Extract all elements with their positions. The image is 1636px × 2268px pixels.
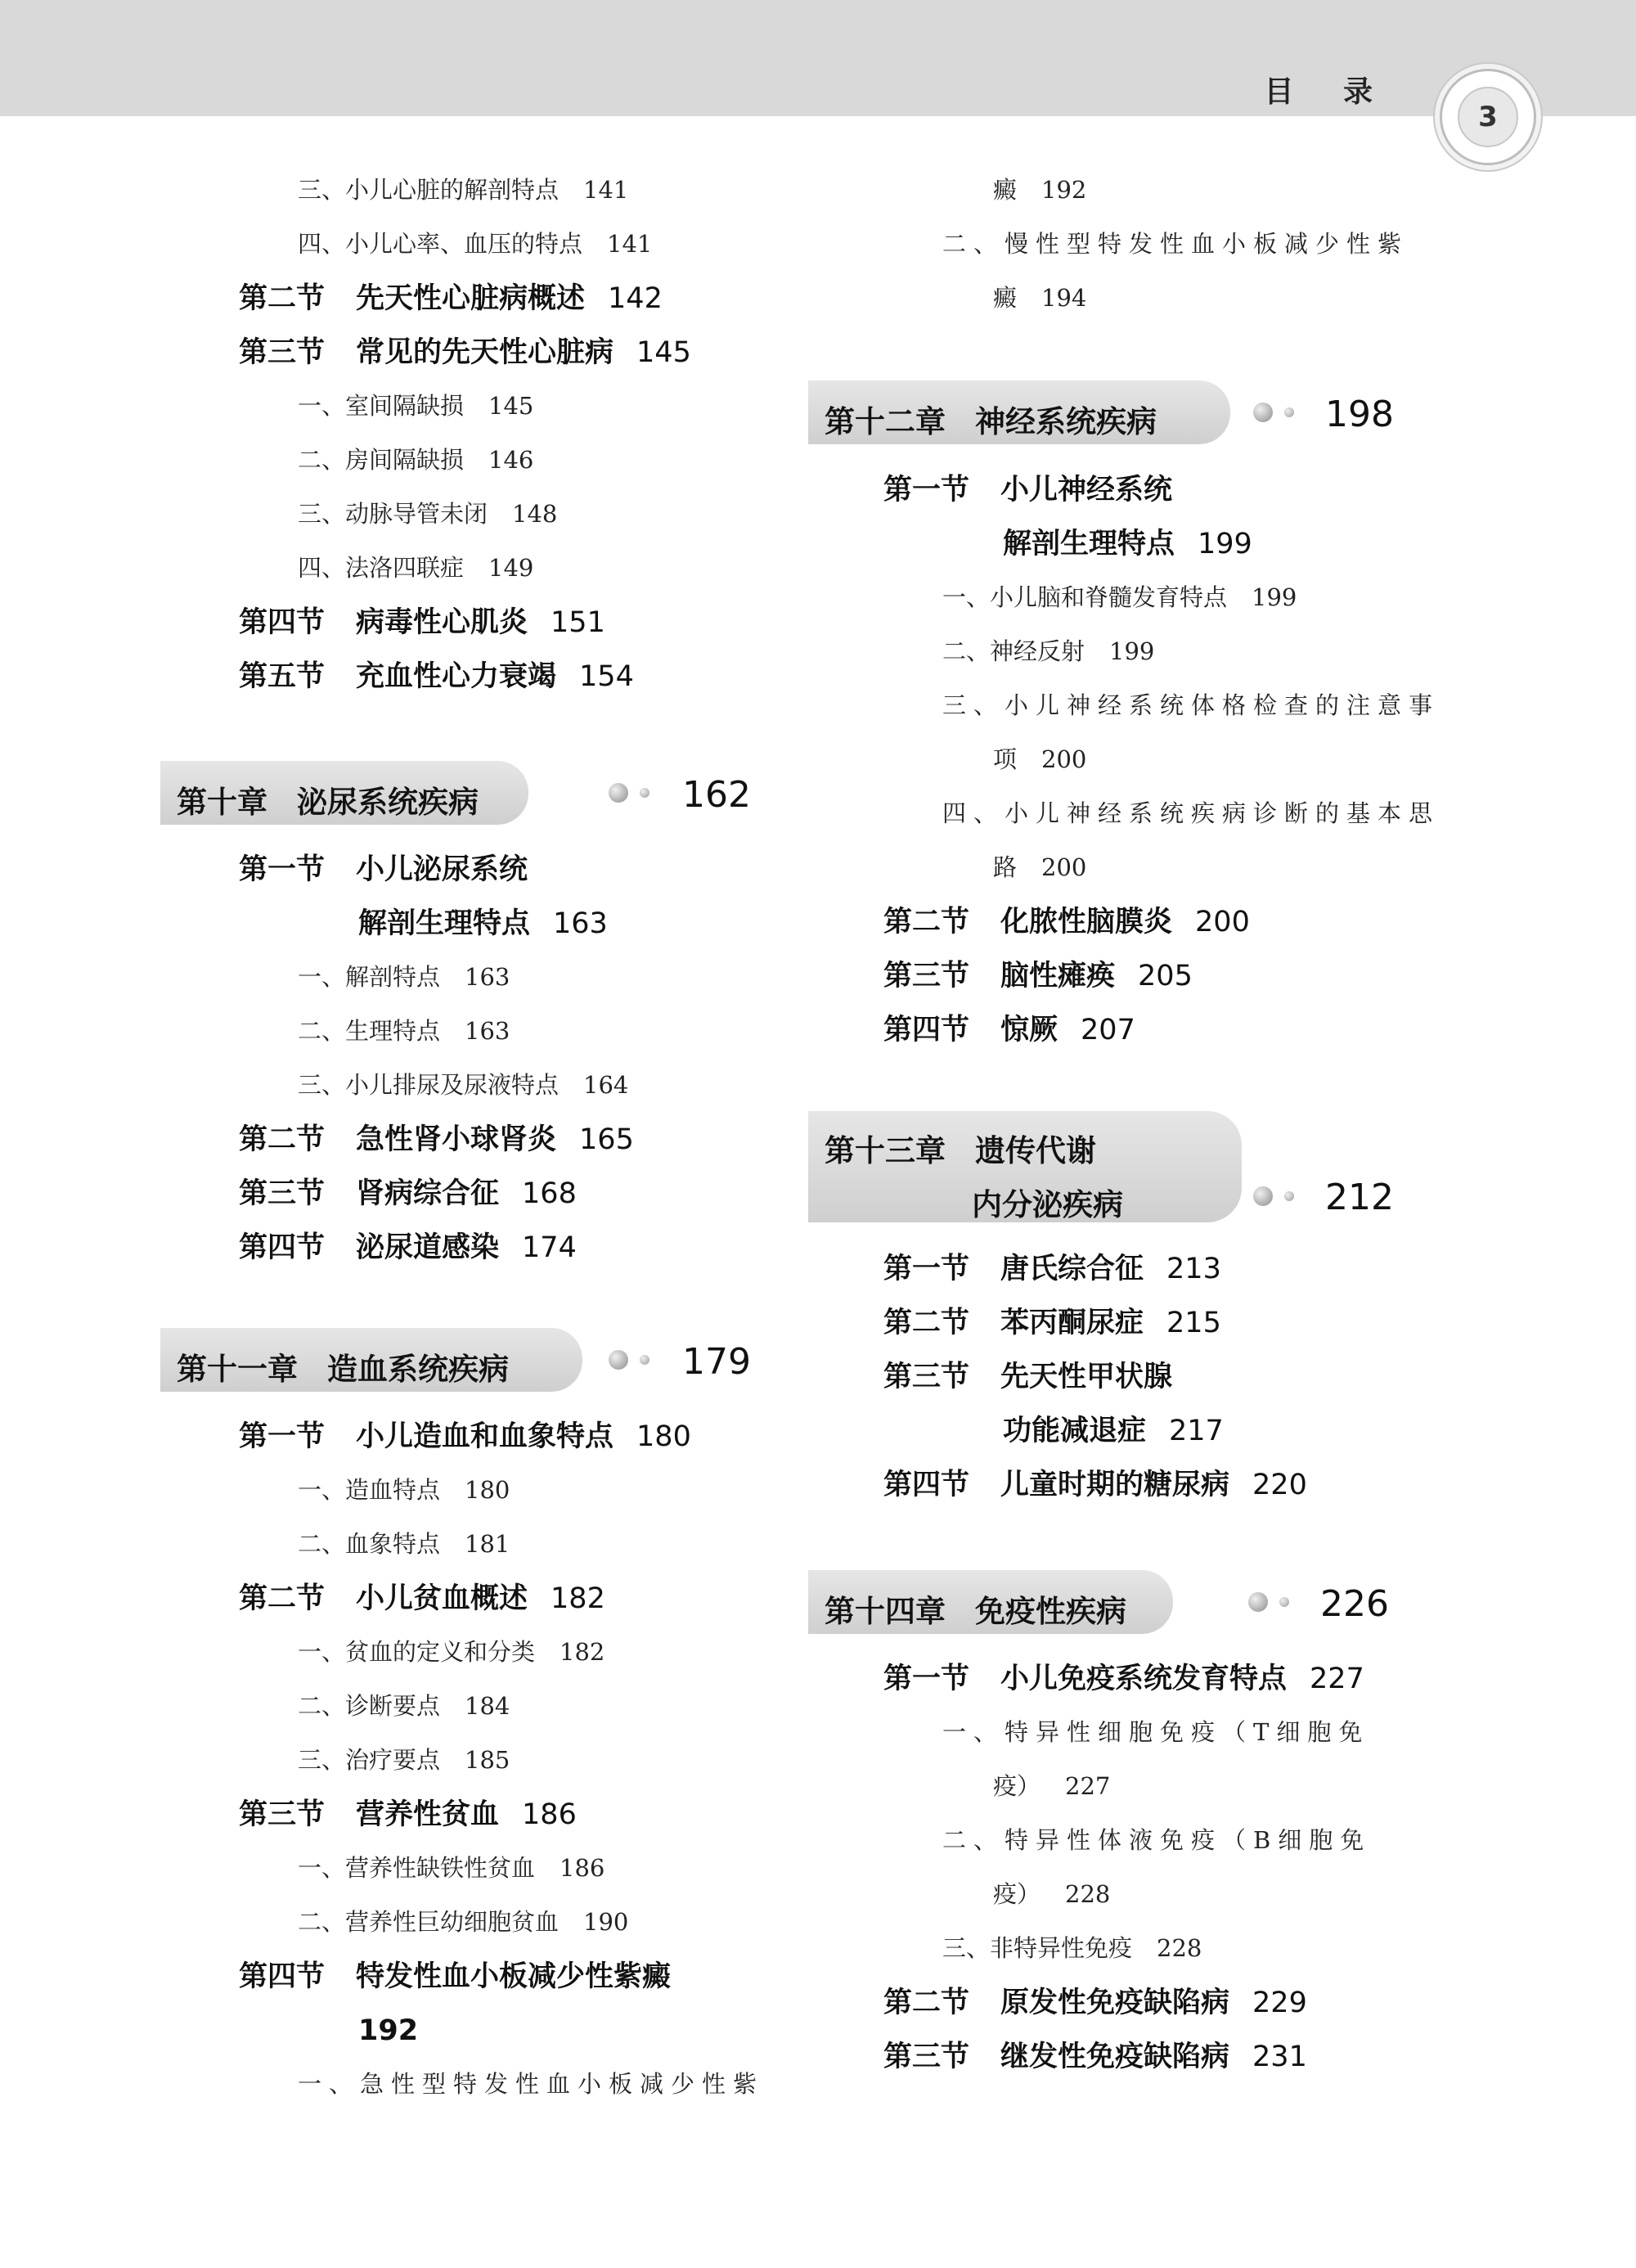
toc-section-entry[interactable] — [239, 1420, 691, 1453]
chapter-number: 第十四章 — [825, 1594, 946, 1629]
chapter-heading-11[interactable] — [160, 1328, 757, 1392]
section-title: 解剖生理特点 — [358, 907, 531, 940]
chapter-title — [825, 397, 1157, 441]
item-title: 项 — [993, 745, 1018, 773]
toc-item-entry[interactable] — [942, 1718, 1370, 1746]
toc-section-entry[interactable] — [239, 1798, 577, 1831]
toc-item-entry[interactable] — [298, 1073, 628, 1097]
item-title: 三、小儿神经系统体格检查的注意事 — [942, 691, 1440, 719]
page-ref: 182 — [551, 1582, 605, 1615]
section-title: 先天性心脏病概述 — [356, 282, 586, 315]
toc-section-continuation[interactable] — [1003, 530, 1252, 559]
chapter-name: 遗传代谢 — [975, 1133, 1096, 1168]
toc-item-entry[interactable] — [298, 1856, 605, 1880]
item-title: 二、神经反射 — [942, 637, 1085, 665]
toc-section-continuation[interactable] — [358, 907, 608, 940]
section-label: 第四节 — [239, 1231, 326, 1264]
page-number-badge — [1440, 69, 1536, 165]
toc-item-entry[interactable] — [942, 583, 1297, 611]
chapter-number: 第十一章 — [177, 1352, 298, 1387]
section-title: 唐氏综合征 — [1000, 1253, 1144, 1285]
toc-item-entry[interactable] — [942, 232, 1409, 256]
page-ref: 154 — [579, 660, 634, 693]
chapter-title — [825, 1586, 1126, 1631]
item-title: 一、营养性缺铁性贫血 — [298, 1854, 536, 1882]
toc-item-entry[interactable] — [942, 799, 1440, 827]
toc-item-continuation[interactable] — [993, 1772, 1111, 1800]
running-header-title: 目 录 — [1264, 75, 1392, 109]
toc-item-entry[interactable] — [298, 394, 533, 418]
section-title: 营养性贫血 — [356, 1798, 500, 1831]
page-ref: 163 — [553, 907, 608, 940]
toc-section-entry[interactable] — [883, 1016, 1135, 1045]
toc-item-continuation[interactable] — [993, 745, 1087, 773]
page-ref: 141 — [607, 230, 653, 258]
item-title: 一、解剖特点 — [298, 963, 441, 991]
section-label: 第四节 — [883, 1469, 970, 1501]
toc-item-entry[interactable] — [298, 1532, 510, 1556]
item-title: 二、营养性巨幼细胞贫血 — [298, 1908, 560, 1936]
chapter-name: 泌尿系统疾病 — [297, 785, 479, 820]
item-title: 癜 — [993, 176, 1018, 204]
item-title: 癜 — [993, 284, 1018, 312]
toc-item-entry[interactable] — [298, 1478, 510, 1502]
toc-section-entry[interactable] — [883, 1363, 1172, 1392]
toc-section-entry[interactable] — [883, 908, 1250, 937]
item-title: 三、小儿排尿及尿液特点 — [298, 1071, 560, 1099]
section-title: 先天性甲状腺 — [1000, 1361, 1173, 1393]
section-label: 第二节 — [239, 1582, 326, 1615]
page-ref: 228 — [1157, 1934, 1202, 1962]
item-title: 二、慢性型特发性血小板减少性紫 — [942, 230, 1409, 258]
item-title: 一、贫血的定义和分类 — [298, 1638, 536, 1666]
section-label: 第四节 — [239, 606, 326, 639]
section-title: 特发性血小板减少性紫癜 — [356, 1960, 672, 1993]
page-ref: 194 — [1041, 284, 1087, 312]
item-title: 三、动脉导管未闭 — [298, 500, 488, 528]
toc-item-entry[interactable] — [942, 1826, 1372, 1854]
page-ref: 146 — [488, 446, 534, 474]
section-title: 苯丙酮尿症 — [1000, 1307, 1144, 1339]
chapter-page: 198 — [1325, 394, 1394, 435]
item-title: 二、生理特点 — [298, 1017, 441, 1045]
page-ref: 186 — [560, 1854, 605, 1882]
bullet-dot-icon — [1248, 1592, 1268, 1612]
item-title: 三、小儿心脏的解剖特点 — [298, 176, 560, 204]
page-ref: 213 — [1166, 1253, 1221, 1285]
toc-item-entry[interactable] — [942, 691, 1440, 719]
toc-section-entry[interactable] — [883, 1989, 1307, 2018]
item-title: 一、造血特点 — [298, 1476, 441, 1504]
page-ref: 151 — [551, 606, 605, 639]
page-ref: 205 — [1138, 960, 1193, 992]
page-ref: 228 — [1065, 1880, 1111, 1908]
toc-section-entry[interactable] — [239, 1582, 605, 1615]
section-label: 第一节 — [239, 853, 326, 886]
chapter-number: 第十章 — [177, 785, 267, 820]
section-title: 肾病综合征 — [356, 1177, 500, 1210]
bullet-dot-small-icon — [640, 788, 649, 798]
section-title: 小儿造血和血象特点 — [356, 1420, 614, 1453]
chapter-title-line2: 内分泌疾病 — [972, 1187, 1123, 1222]
section-title: 解剖生理特点 — [1003, 528, 1175, 560]
section-label: 第五节 — [239, 660, 326, 693]
section-title: 小儿神经系统 — [1000, 474, 1173, 506]
page-ref: 217 — [1169, 1415, 1224, 1447]
section-label: 第一节 — [883, 1253, 970, 1285]
item-title: 二、特异性体液免疫（B细胞免 — [942, 1826, 1372, 1854]
page-ref: 192 — [1041, 176, 1087, 204]
page-ref: 227 — [1065, 1772, 1111, 1800]
chapter-title — [177, 1344, 509, 1388]
toc-section-entry[interactable] — [239, 1177, 577, 1210]
section-title: 小儿贫血概述 — [356, 1582, 528, 1615]
section-title: 原发性免疫缺陷病 — [1000, 1987, 1230, 2019]
page-ref: 164 — [583, 1071, 629, 1099]
chapter-name: 免疫性疾病 — [975, 1594, 1126, 1629]
toc-section-entry[interactable] — [239, 1231, 577, 1264]
page-ref: 199 — [1109, 637, 1155, 665]
section-label: 第一节 — [883, 474, 970, 506]
section-label: 第三节 — [883, 2041, 970, 2073]
section-title: 小儿泌尿系统 — [356, 853, 528, 886]
toc-section-entry[interactable] — [239, 336, 691, 369]
bullet-dot-small-icon — [1284, 1191, 1294, 1201]
item-title: 一、小儿脑和脊髓发育特点 — [942, 583, 1228, 611]
section-title: 充血性心力衰竭 — [356, 660, 557, 693]
page-ref: 181 — [465, 1530, 510, 1558]
section-label: 第三节 — [883, 960, 970, 992]
page-ref: 142 — [608, 282, 663, 315]
page-ref: 180 — [465, 1476, 510, 1504]
toc-section-entry[interactable] — [239, 1123, 634, 1156]
toc-item-entry[interactable] — [298, 232, 652, 256]
section-title: 儿童时期的糖尿病 — [1000, 1469, 1230, 1501]
item-title: 四、法洛四联症 — [298, 554, 465, 582]
page-ref: 184 — [465, 1692, 510, 1720]
item-title: 三、非特异性免疫 — [942, 1934, 1133, 1962]
page-ref: 149 — [488, 554, 534, 582]
bullet-dot-small-icon — [1279, 1597, 1289, 1607]
toc-section-continuation[interactable] — [358, 2014, 419, 2047]
chapter-page: 212 — [1325, 1177, 1394, 1218]
chapter-heading-10[interactable] — [160, 761, 757, 825]
toc-item-entry[interactable] — [298, 448, 533, 472]
toc-item-entry[interactable] — [298, 1694, 510, 1718]
chapter-heading-12[interactable] — [808, 380, 1397, 444]
bullet-dot-small-icon — [1284, 407, 1294, 417]
item-title: 疫） — [993, 1880, 1041, 1908]
chapter-title — [177, 777, 479, 821]
item-title: 一、急性型特发性血小板减少性紫 — [298, 2070, 765, 2098]
chapter-page: 179 — [682, 1341, 751, 1383]
page-ref: 200 — [1041, 745, 1087, 773]
page-number: 3 — [1458, 87, 1518, 147]
toc-item-entry[interactable] — [298, 178, 628, 202]
chapter-name: 神经系统疾病 — [975, 404, 1157, 439]
section-label: 第三节 — [239, 1798, 326, 1831]
toc-item-entry[interactable] — [298, 965, 510, 989]
page-ref: 229 — [1252, 1987, 1307, 2019]
section-title: 常见的先天性心脏病 — [356, 336, 614, 369]
bullet-dot-icon — [1253, 403, 1273, 422]
section-title: 病毒性心肌炎 — [356, 606, 528, 639]
page-ref: 182 — [560, 1638, 605, 1666]
section-label: 第三节 — [239, 1177, 326, 1210]
item-title: 四、小儿心率、血压的特点 — [298, 230, 583, 258]
page-ref: 145 — [488, 392, 534, 420]
toc-section-entry[interactable] — [239, 606, 605, 639]
page-ref: 220 — [1252, 1469, 1307, 1501]
toc-item-entry[interactable] — [942, 637, 1155, 665]
section-title: 功能减退症 — [1003, 1415, 1147, 1447]
section-label: 第三节 — [239, 336, 326, 369]
page-ref: 215 — [1166, 1307, 1221, 1339]
chapter-page: 162 — [682, 774, 751, 816]
section-title: 泌尿道感染 — [356, 1231, 500, 1264]
section-label: 第二节 — [883, 906, 970, 938]
page-ref: 185 — [465, 1746, 510, 1774]
section-title: 急性肾小球肾炎 — [356, 1123, 557, 1156]
page-ref: 186 — [522, 1798, 577, 1831]
toc-item-entry[interactable] — [942, 1934, 1202, 1962]
page-ref: 174 — [522, 1231, 577, 1264]
toc-section-entry[interactable] — [883, 1309, 1221, 1338]
item-title: 二、房间隔缺损 — [298, 446, 465, 474]
section-label: 第二节 — [883, 1987, 970, 2019]
toc-item-entry[interactable] — [298, 1640, 605, 1664]
page-ref: 207 — [1081, 1014, 1135, 1046]
page-ref: 148 — [512, 500, 558, 528]
toc-item-entry[interactable] — [298, 502, 557, 526]
bullet-dot-small-icon — [640, 1355, 649, 1365]
page-ref: 190 — [583, 1908, 629, 1936]
toc-section-entry[interactable] — [883, 962, 1193, 991]
page-ref: 163 — [465, 963, 510, 991]
section-title: 小儿免疫系统发育特点 — [1000, 1663, 1288, 1695]
chapter-number: 第十三章 — [825, 1133, 946, 1168]
item-title: 一、特异性细胞免疫（T细胞免 — [942, 1718, 1370, 1746]
page-ref: 168 — [522, 1177, 577, 1210]
toc-item-entry[interactable] — [298, 1019, 510, 1043]
item-title: 四、小儿神经系统疾病诊断的基本思 — [942, 799, 1440, 827]
page-ref: 180 — [636, 1420, 691, 1453]
section-label: 第二节 — [883, 1307, 970, 1339]
item-title: 三、治疗要点 — [298, 1746, 441, 1774]
page-ref: 200 — [1195, 906, 1250, 938]
bullet-dot-icon — [609, 783, 628, 803]
section-label: 第四节 — [883, 1014, 970, 1046]
toc-section-entry[interactable] — [883, 1665, 1364, 1694]
chapter-heading-14[interactable] — [808, 1570, 1397, 1634]
page-ref: 227 — [1310, 1663, 1364, 1695]
section-label: 第二节 — [239, 1123, 326, 1156]
item-title: 疫） — [993, 1772, 1041, 1800]
bullet-dot-icon — [609, 1350, 628, 1370]
toc-section-entry[interactable] — [883, 476, 1172, 505]
bullet-dot-icon — [1253, 1186, 1273, 1206]
chapter-title — [825, 1126, 1096, 1170]
page-ref: 199 — [1198, 528, 1252, 560]
section-title: 化脓性脑膜炎 — [1000, 906, 1173, 938]
toc-section-continuation[interactable] — [1003, 1417, 1224, 1446]
toc-section-entry[interactable] — [883, 1255, 1221, 1284]
item-title: 一、室间隔缺损 — [298, 392, 465, 420]
toc-item-entry[interactable] — [298, 2072, 764, 2096]
page-ref: 163 — [465, 1017, 510, 1045]
toc-section-entry[interactable] — [239, 282, 663, 315]
chapter-number: 第十二章 — [825, 404, 946, 439]
chapter-page: 226 — [1320, 1583, 1389, 1625]
toc-item-continuation[interactable] — [993, 286, 1086, 310]
toc-section-entry[interactable] — [239, 853, 528, 886]
toc-section-entry[interactable] — [883, 1471, 1307, 1500]
chapter-heading-13[interactable] — [808, 1111, 1397, 1222]
section-title: 脑性瘫痪 — [1000, 960, 1116, 992]
item-title: 路 — [993, 853, 1018, 881]
page-ref: 200 — [1041, 853, 1087, 881]
page-ref: 165 — [579, 1123, 634, 1156]
toc-section-entry[interactable] — [239, 1960, 672, 1993]
toc-section-entry[interactable] — [883, 2043, 1307, 2072]
toc-item-entry[interactable] — [298, 1910, 628, 1934]
section-label: 第一节 — [883, 1663, 970, 1695]
toc-item-continuation[interactable] — [993, 853, 1087, 881]
toc-item-continuation[interactable] — [993, 1880, 1111, 1908]
section-label: 第三节 — [883, 1361, 970, 1393]
section-label: 第四节 — [239, 1960, 326, 1993]
toc-item-continuation[interactable] — [993, 178, 1086, 202]
page-ref: 192 — [358, 2014, 419, 2047]
section-label: 第二节 — [239, 282, 326, 315]
page-ref: 199 — [1252, 583, 1297, 611]
page-ref: 231 — [1252, 2041, 1307, 2073]
section-title: 惊厥 — [1000, 1014, 1058, 1046]
item-title: 二、诊断要点 — [298, 1692, 441, 1720]
item-title: 二、血象特点 — [298, 1530, 441, 1558]
toc-item-entry[interactable] — [298, 1748, 510, 1772]
page-ref: 141 — [583, 176, 629, 204]
toc-section-entry[interactable] — [239, 660, 634, 693]
chapter-name: 造血系统疾病 — [327, 1352, 509, 1387]
section-label: 第一节 — [239, 1420, 326, 1453]
toc-item-entry[interactable] — [298, 556, 533, 580]
section-title: 继发性免疫缺陷病 — [1000, 2041, 1230, 2073]
page-ref: 145 — [636, 336, 691, 369]
